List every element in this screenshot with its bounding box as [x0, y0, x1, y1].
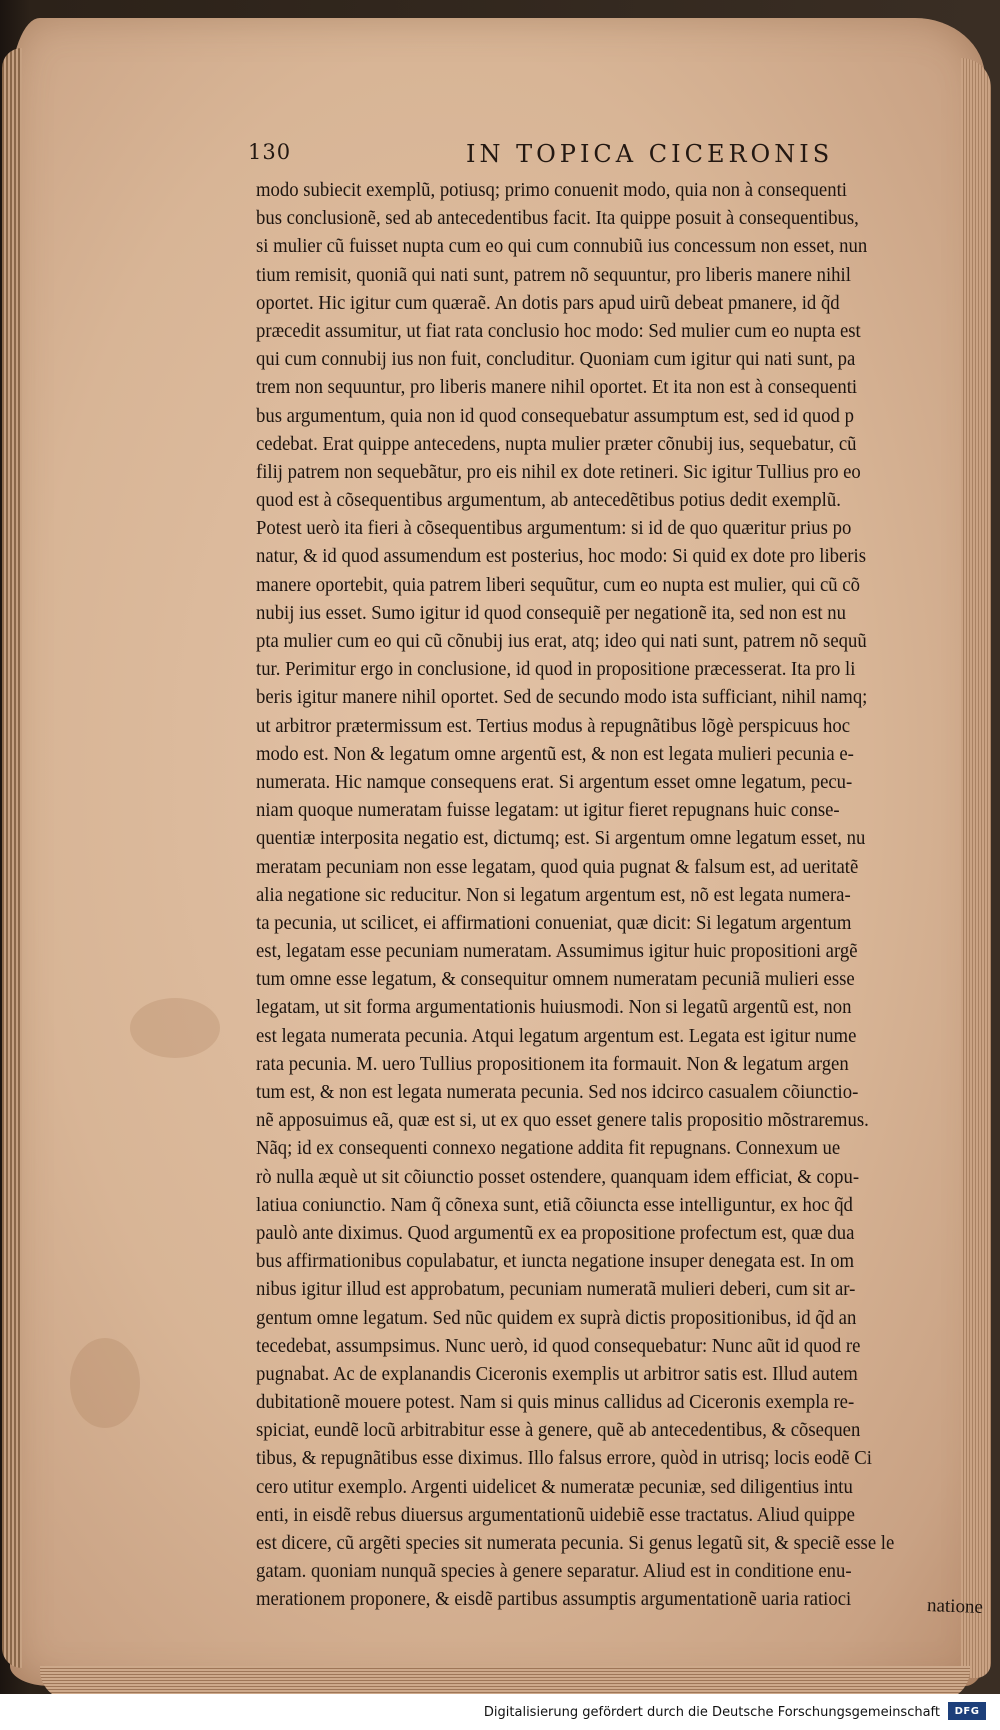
running-title: IN TOPICA CICERONIS [466, 140, 834, 168]
text-line: tum est, & non est legata numerata pecunia. Sed nos idcirco casualem cõiunctio- [256, 1081, 859, 1103]
body-text [256, 176, 976, 1614]
text-line: tecedebat, assumpsimus. Nunc uerò, id quod consequebatur: Nunc aũt id quod re [256, 1334, 861, 1357]
text-line: Nãq; id ex consequenti connexo negatione addita fit repugnans. Connexum ue [256, 1137, 841, 1160]
text-line: quod est à cõsequentibus argumentum, ab antecedẽtibus potius dedit exemplũ. [256, 489, 841, 512]
text-line: alia negatione sic reducitur. Non si legatum argentum est, nõ est legata numera- [256, 883, 851, 906]
text-line: bus affirmationibus copulabatur, et iuncta negatione insuper denegata est. In om [256, 1250, 855, 1273]
text-line: est, legatam esse pecuniam numeratam. Assumimus igitur huic propositioni argẽ [256, 940, 858, 963]
page-number: 130 [248, 140, 292, 164]
text-line: pta mulier cum eo qui cũ cõnubij ius erat, atq; ideo qui nati sunt, patrem nõ sequũ [256, 630, 867, 652]
text-line: dubitationẽ mouere potest. Nam si quis minus callidus ad Ciceronis exempla re- [256, 1391, 855, 1414]
text-line: bus argumentum, quia non id quod consequebatur assumptum est, sed id quod p [256, 404, 854, 427]
text-line: spiciat, eundẽ locũ arbitrabitur esse à genere, quẽ ab antecedentibus, & cõsequen [256, 1419, 861, 1442]
digitization-footer [0, 1694, 1000, 1730]
text-line: rò nulla æquè ut sit cõiunctio posset ostendere, quanquam idem efficiat, & copu- [256, 1165, 860, 1188]
text-line: gatam. quoniam nunquã species à genere separatur. Aliud est in conditione enu- [256, 1560, 852, 1583]
catchword: natione [926, 1595, 984, 1618]
text-line: nẽ apposuimus eã, quæ est si, ut ex quo esset genere talis propositio mõstraremus. [256, 1109, 869, 1132]
text-line: modo est. Non & legatum omne argentũ est, & non est legata mulieri pecunia e- [256, 742, 854, 765]
text-line: paulò ante diximus. Quod argumentũ ex ea propositione profectum est, quæ dua [256, 1221, 855, 1244]
text-line: est legata numerata pecunia. Atqui legatum argentum est. Legata est igitur nume [256, 1024, 857, 1047]
text-line: tibus, & repugnãtibus esse diximus. Illo falsus errore, quòd in utrisq; locis eodẽ Ci [256, 1447, 872, 1470]
funding-credit: Digitalisierung gefördert durch die Deutsche Forschungsgemeinschaft [483, 1705, 940, 1720]
text-line: meratam pecuniam non esse legatam, quod quia pugnat & falsum est, ad ueritatẽ [256, 855, 859, 878]
text-line: ta pecunia, ut scilicet, ei affirmationi conueniat, quæ dicit: Si legatum argentum [256, 911, 852, 934]
dfg-logo: DFG [948, 1702, 986, 1720]
paper-stain [70, 1338, 140, 1428]
text-line: filij patrem non sequebãtur, pro eis nihil ex dote retineri. Sic igitur Tullius pro eo [256, 460, 861, 483]
text-line: tur. Perimitur ergo in conclusione, id quod in propositione præcesserat. Ita pro li [256, 658, 856, 681]
paper-stain [130, 998, 220, 1058]
text-line: natur, & id quod assumendum est posterius, hoc modo: Si quid ex dote pro liberis [256, 545, 867, 568]
text-line: qui cum connubij ius non fuit, concluditur. Quoniam cum igitur qui nati sunt, pa [256, 348, 856, 371]
text-line: Potest uerò ita fieri à cõsequentibus argumentum: si id de quo quæritur prius po [256, 517, 852, 540]
page-header [248, 140, 908, 170]
text-line: niam quoque numeratam fuisse legatam: ut igitur fieret repugnans huic conse- [256, 799, 840, 822]
text-line: modo subiecit exemplũ, potiusq; primo conuenit modo, quia non à consequenti [256, 179, 847, 201]
text-line: tum omne esse legatum, & consequitur omnem numeratam pecuniã mulieri esse [256, 968, 855, 991]
page-edge-left [2, 48, 22, 1668]
text-line: pugnabat. Ac de explanandis Ciceronis exemplis ut arbitror satis est. Illud autem [256, 1362, 858, 1385]
text-line: nubij ius esset. Sumo igitur id quod consequiẽ per negationẽ ita, sed non est nu [256, 601, 846, 624]
text-line: oportet. Hic igitur cum quæraẽ. An dotis pars apud uirũ debeat pmanere, id q̃d [256, 291, 840, 314]
text-line: nibus igitur illud est approbatum, pecuniam numeratã mulieri deberi, cum sit ar- [256, 1278, 856, 1301]
text-line: legatam, ut sit forma argumentationis huiusmodi. Non si legatũ argentũ est, non [256, 996, 852, 1019]
text-line: beris igitur manere nihil oportet. Sed de secundo modo ista sufficiant, nihil namq; [256, 686, 868, 709]
text-line: trem non sequuntur, pro liberis manere nihil oportet. Et ita non est à consequenti [256, 376, 858, 399]
text-line: cedebat. Erat quippe antecedens, nupta mulier præter cõnubij ius, sequebatur, cũ [256, 432, 857, 455]
text-line: est dicere, cũ argẽti species sit numerata pecunia. Si genus legatũ sit, & speciẽ esse le [256, 1532, 895, 1554]
text-line: enti, in eisdẽ rebus diuersus argumentationũ uidebiẽ esse tractatus. Aliud quippe [256, 1503, 855, 1526]
text-line: latiua coniunctio. Nam q̃ cõnexa sunt, etiã cõiuncta esse intelliguntur, ex hoc q̃d [256, 1193, 853, 1216]
text-line: ut arbitror prætermissum est. Tertius modus à repugnãtibus lõgè perspicuus hoc [256, 714, 851, 737]
text-line: rata pecunia. M. uero Tullius propositionem ita formauit. Non & legatum argen [256, 1052, 849, 1075]
text-line: bus conclusionẽ, sed ab antecedentibus facit. Ita quippe posuit à consequentibus, [256, 207, 859, 230]
text-line: gentum omne legatum. Sed nũc quidem ex suprà dictis propositionibus, id q̃d an [256, 1306, 857, 1329]
text-line: manere oportebit, quia patrem liberi sequũtur, cum eo nupta est mulier, qui cũ cõ [256, 573, 860, 596]
text-line: cero utitur exemplo. Argenti uidelicet & numeratæ pecuniæ, sed diligentius intu [256, 1475, 853, 1498]
text-line: merationem proponere, & eisdẽ partibus assumptis argumentationẽ uaria ratioci [256, 1588, 852, 1611]
text-line: si mulier cũ fuisset nupta cum eo qui cum connubiũ ius concessum non esset, nun [256, 235, 868, 258]
text-line: tium remisit, quoniã qui nati sunt, patrem nõ sequuntur, pro liberis manere nihil [256, 263, 851, 286]
text-line: numerata. Hic namque consequens erat. Si argentum esset omne legatum, pecu- [256, 770, 853, 793]
text-line: præcedit assumitur, ut fiat rata conclusio hoc modo: Sed mulier cum eo nupta est [256, 319, 861, 342]
text-line: quentiæ interposita negatio est, dictumq; est. Si argentum omne legatum esset, nu [256, 827, 866, 850]
